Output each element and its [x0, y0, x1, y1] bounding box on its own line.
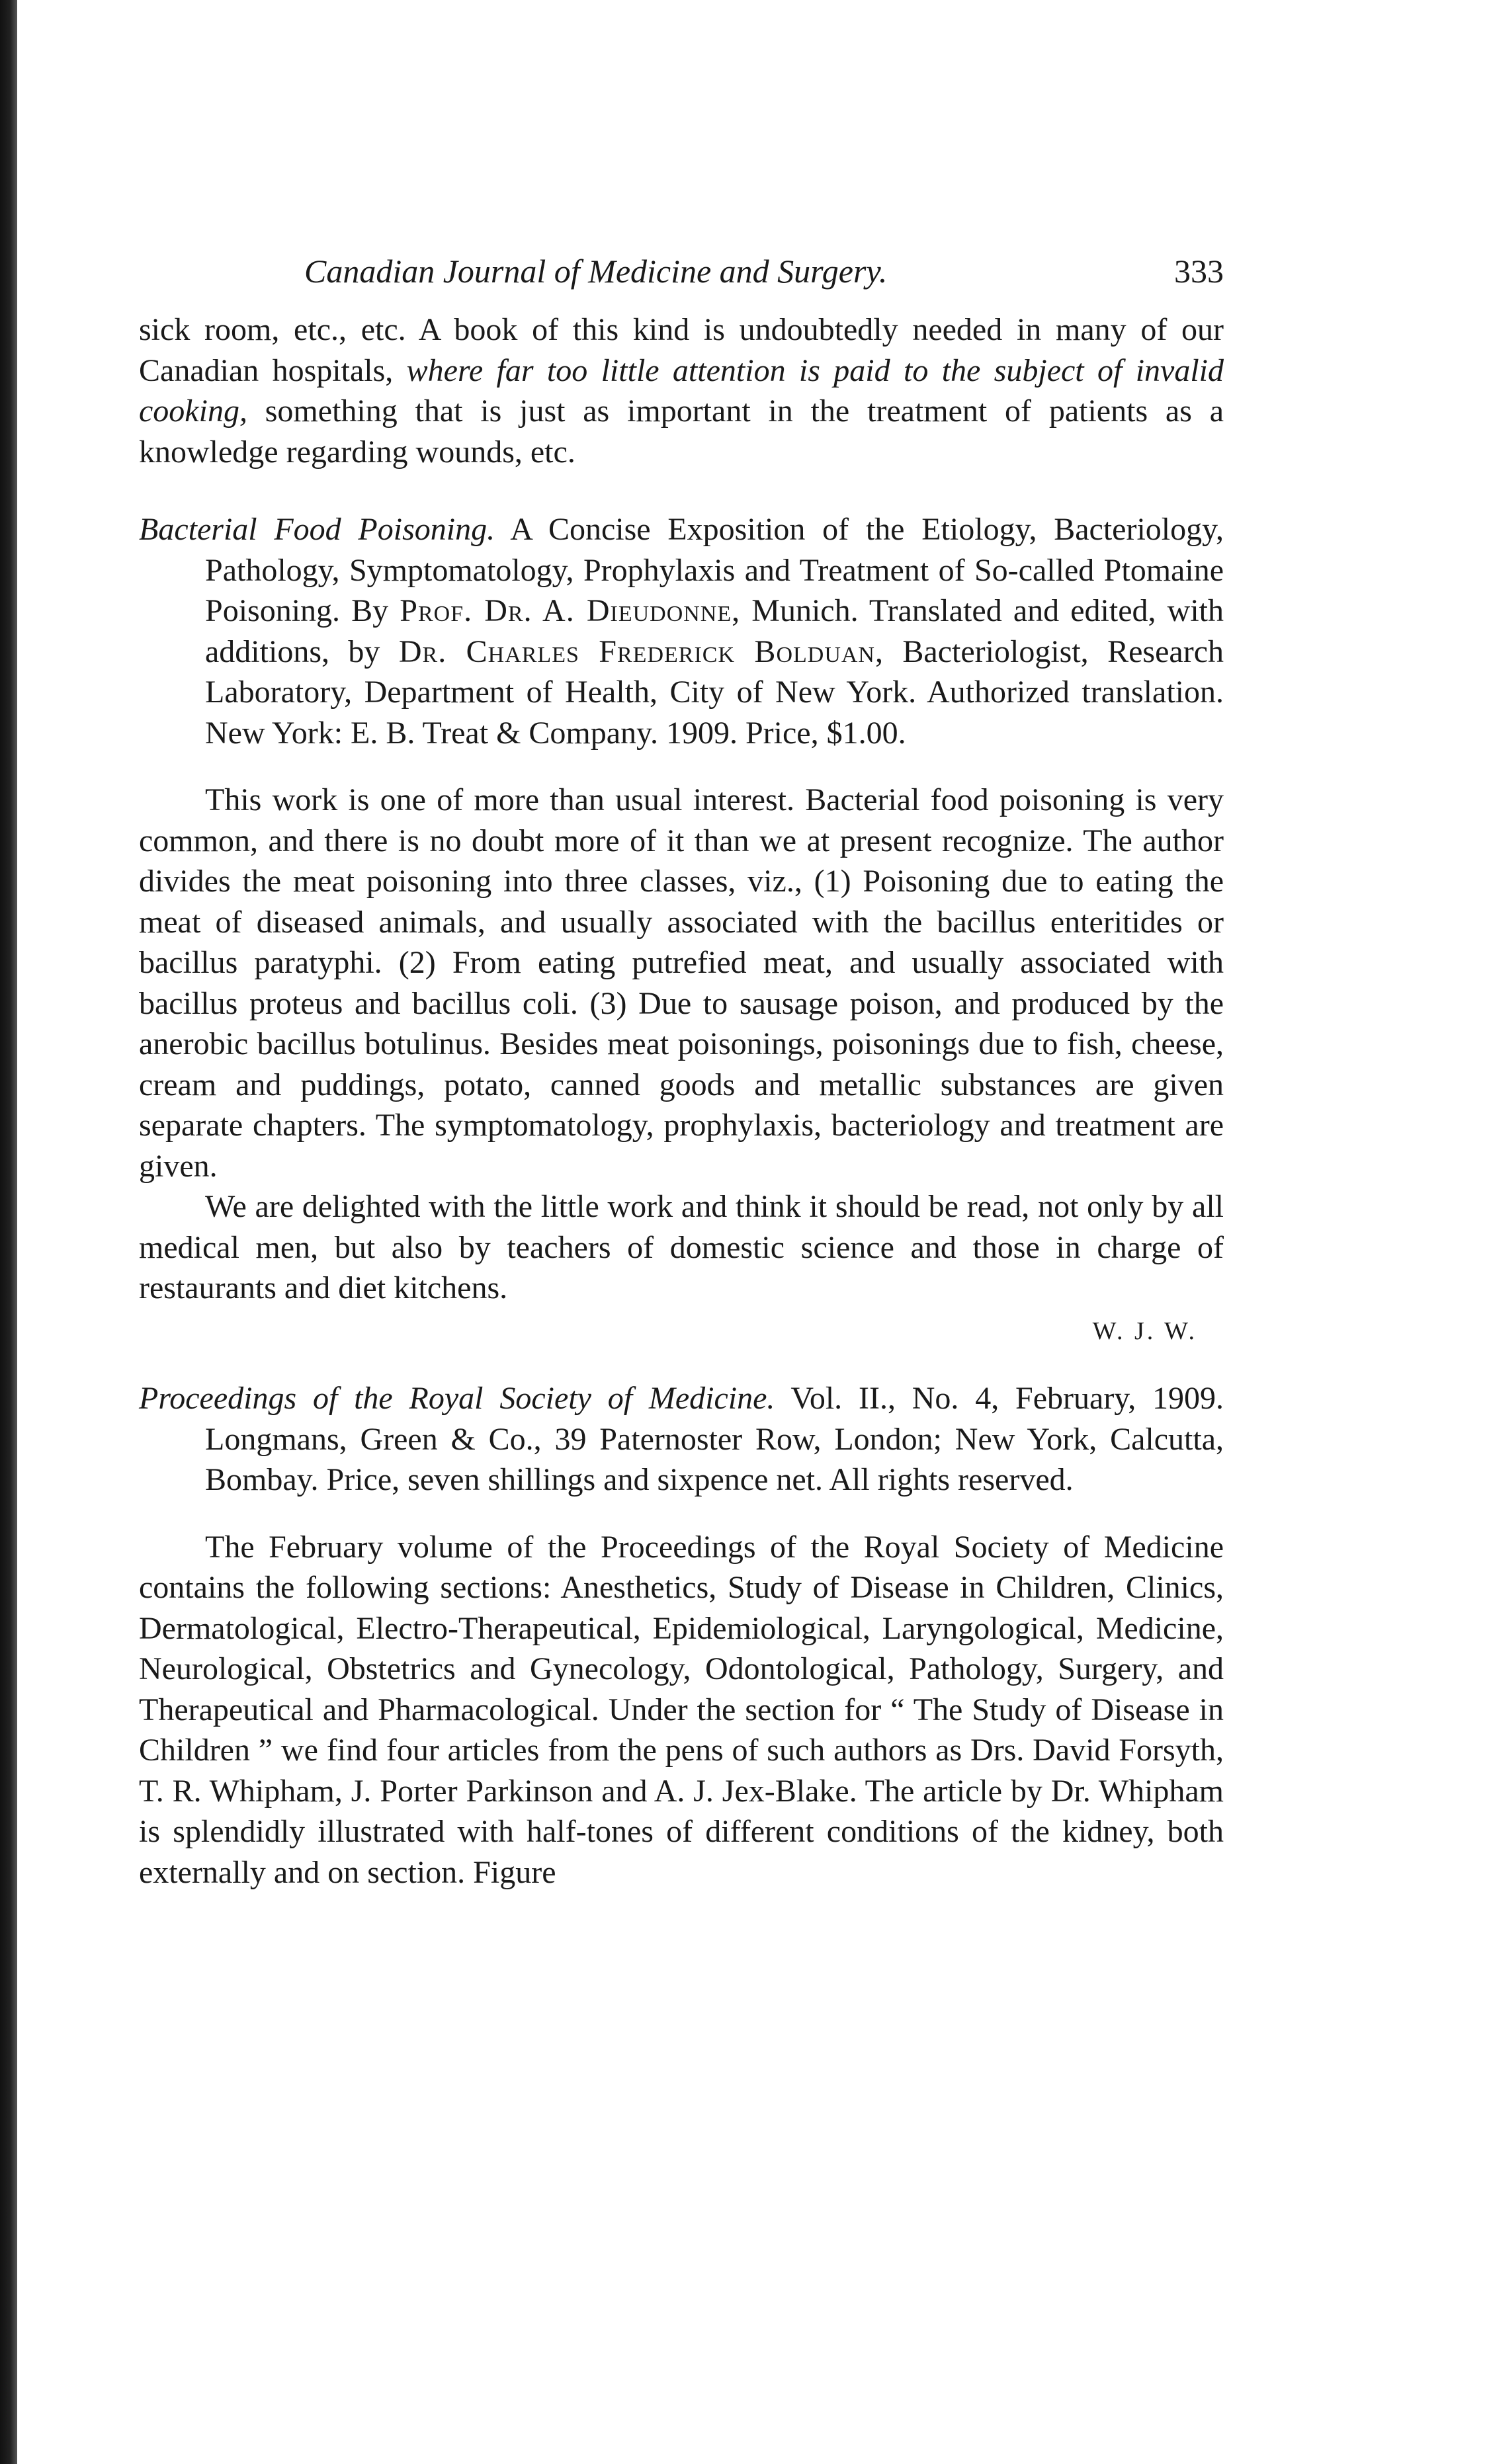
- continuation-text-b: something that is just as important in the treatment of patients as a knowledge regarding wounds, etc.: [139, 393, 1224, 470]
- review1-title: Bacterial Food Poisoning.: [139, 512, 495, 547]
- review2-title: Proceedings of the Royal Society of Medicine.: [139, 1381, 775, 1416]
- journal-page: [139, 251, 1224, 1893]
- page-number: 333: [1174, 253, 1224, 290]
- review1-citation: [139, 509, 1224, 753]
- review2-citation: [139, 1378, 1224, 1500]
- review1-citation-b: Munich. Translated and edited, with additions, by: [205, 593, 1224, 669]
- review1-body-paragraph-2: We are delighted with the little work and think it should be read, not only by all medical men, but also by teachers of domestic science and those in charge of restaurants and diet kitchens.: [139, 1189, 1224, 1305]
- review1-initials: W. J. W.: [1092, 1317, 1197, 1345]
- binding-edge: [0, 0, 17, 2464]
- review1-citation-c: Bacteriologist, Research Laboratory, Department of Health, City of New York. Authorized translation. New York: E. B. Treat & Company. 1909. Price, $1.00.: [205, 634, 1224, 751]
- continuation-emphasis: where far too little attention is paid to the subject of invalid cooking,: [139, 352, 1224, 429]
- review1-translator: Dr. Charles Frederick Bolduan,: [398, 634, 884, 669]
- continuation-paragraph: [139, 309, 1224, 472]
- review1-citation-a: A Concise Exposition of the Etiology, Bacteriology, Pathology, Symptomatology, Prophylaxis and Treatment of So-called Ptomaine Poisoning. By: [205, 512, 1224, 628]
- journal-title: Canadian Journal of Medicine and Surgery.: [304, 253, 888, 290]
- running-head: [139, 251, 1224, 298]
- review2-citation-text: Vol. II., No. 4, February, 1909. Longmans, Green & Co., 39 Paternoster Row, London; New York, Calcutta, Bombay. Price, seven shillings and sixpence net. All rights reserved.: [205, 1381, 1224, 1497]
- review1-author: Prof. Dr. A. Dieudonne,: [400, 593, 741, 628]
- continuation-text-a: sick room, etc., etc. A book of this kind is undoubtedly needed in many of our Canadian hospitals,: [139, 312, 1224, 388]
- review2-body-paragraph-1: The February volume of the Proceedings of the Royal Society of Medicine contains the following sections: Anesthetics, Study of Disease in Children, Clinics, Dermatological, Electro-Therapeutical, Epidemiological, Laryngological, Medicine, Neurological, Obstetrics and Gynecology, Odontological, Pathology, Surgery, and Therapeutical and Pharmacological. Under the section for “ The Study of Disease in Children ” we find four articles from the pens of such authors as Drs. David Forsyth, T. R. Whipham, J. Porter Parkinson and A. J. Jex-Blake. The article by Dr. Whipham is splendidly illustrated with half-tones of different conditions of the kidney, both externally and on section. Figure: [139, 1529, 1224, 1890]
- review1-body-paragraph-1: This work is one of more than usual interest. Bacterial food poisoning is very common, and there is no doubt more of it than we at present recognize. The author divides the meat poisoning into three classes, viz., (1) Poisoning due to eating the meat of diseased animals, and usually associated with the bacillus enteritides or bacillus paratyphi. (2) From eating putrefied meat, and usually associated with bacillus proteus and bacillus coli. (3) Due to sausage poison, and produced by the anerobic bacillus botulinus. Besides meat poisonings, poisonings due to fish, cheese, cream and puddings, potato, canned goods and metallic substances are given separate chapters. The symptomatology, prophylaxis, bacteriology and treatment are given.: [139, 782, 1224, 1184]
